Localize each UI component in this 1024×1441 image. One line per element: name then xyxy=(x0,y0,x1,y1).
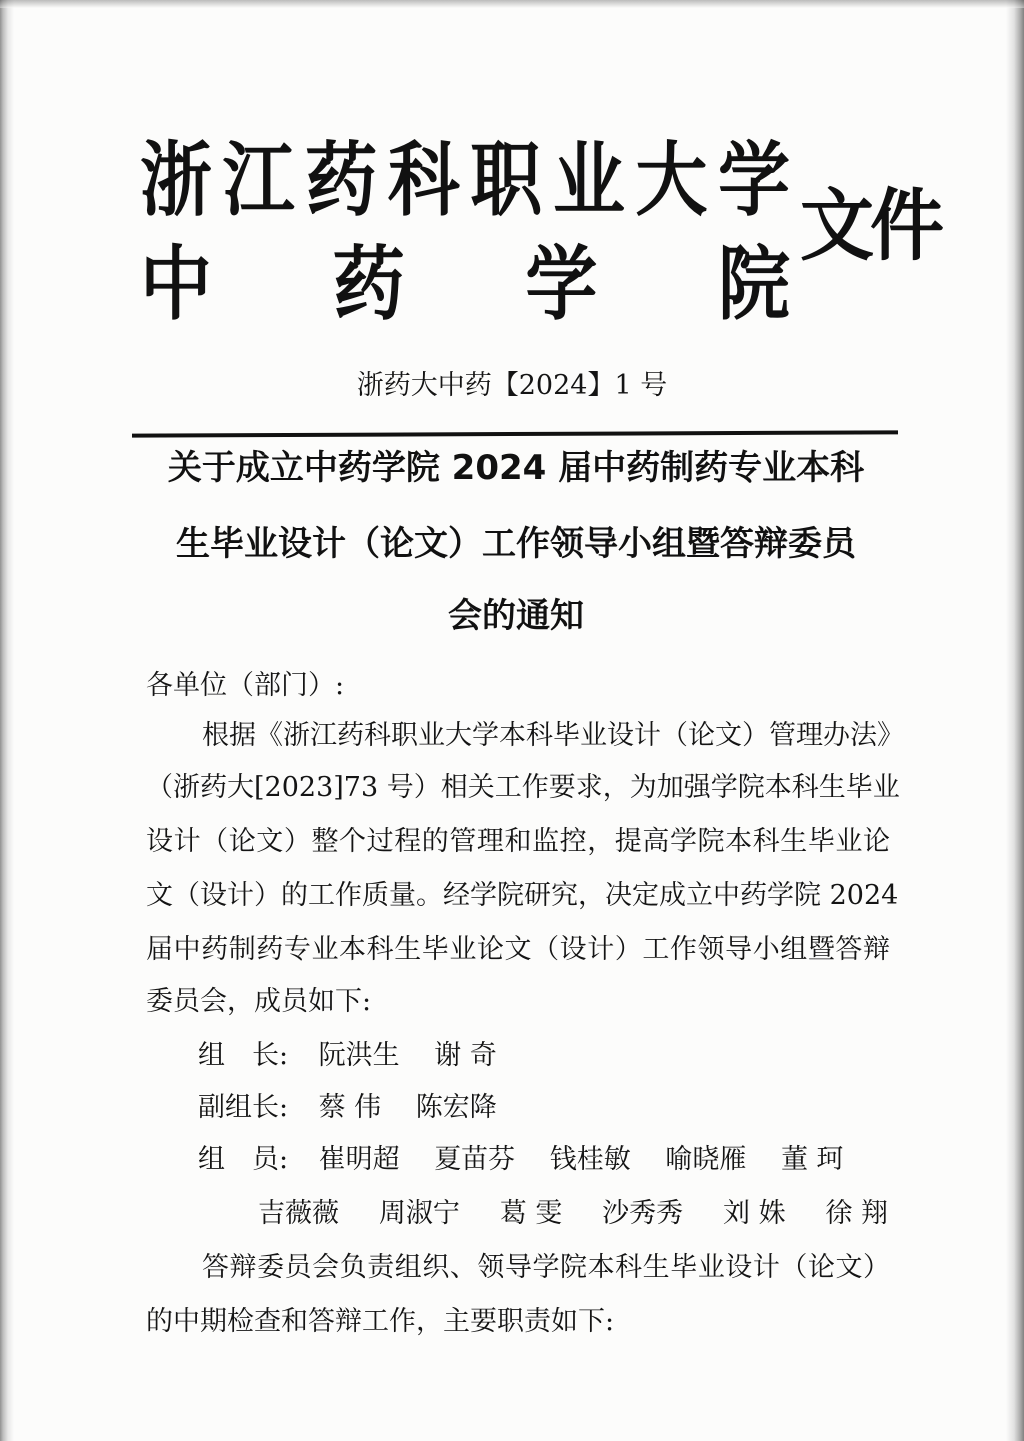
letterhead-char: 学 xyxy=(525,236,598,332)
salutation: 各单位（部门）: xyxy=(146,670,345,701)
member-name: 陈宏降 xyxy=(415,1092,497,1123)
title-line-1: 关于成立中药学院 2024 届中药制药专业本科 xyxy=(167,448,865,488)
header-divider xyxy=(132,430,898,437)
scan-edge-top xyxy=(0,0,1024,8)
letterhead-char: 药 xyxy=(305,132,378,228)
paragraph-line: 设计（论文）整个过程的管理和监控，提高学院本科生毕业论 xyxy=(146,826,890,857)
letterhead-char: 大 xyxy=(635,132,708,228)
letterhead-char: 药 xyxy=(332,236,405,332)
letterhead-char: 职 xyxy=(470,132,543,228)
letterhead-char: 科 xyxy=(387,132,460,228)
member-name: 钱桂敏 xyxy=(549,1144,631,1175)
member-name: 徐 翔 xyxy=(825,1198,888,1229)
paragraph-line: 的中期检查和答辩工作，主要职责如下: xyxy=(146,1306,615,1337)
paragraph-line: 届中药制药专业本科生毕业论文（设计）工作领导小组暨答辩 xyxy=(146,934,890,965)
member-name: 崔明超 xyxy=(318,1144,400,1175)
member-name: 阮洪生 xyxy=(318,1040,400,1071)
member-name: 沙秀秀 xyxy=(602,1198,684,1229)
members-row xyxy=(198,1142,870,1178)
paragraph-line: （浙药大[2023]73 号）相关工作要求，为加强学院本科生毕业 xyxy=(146,772,900,803)
letterhead-university xyxy=(140,132,790,228)
paragraph-line: 根据《浙江药科职业大学本科毕业设计（论文）管理办法》 xyxy=(202,720,904,751)
paragraph-line: 委员会，成员如下: xyxy=(146,986,372,1017)
deputies-row xyxy=(198,1090,523,1126)
leaders-label: 组 长: xyxy=(198,1040,289,1071)
letterhead-char: 浙 xyxy=(140,132,213,228)
letterhead-college xyxy=(140,236,790,332)
letterhead-char: 院 xyxy=(717,236,790,332)
member-name: 谢 奇 xyxy=(434,1040,497,1071)
member-name: 夏苗芬 xyxy=(434,1144,516,1175)
member-name: 蔡 伟 xyxy=(318,1092,382,1123)
members-row-continued xyxy=(258,1196,888,1232)
member-name: 董 珂 xyxy=(780,1144,844,1175)
document-number: 浙药大中药【2024】1 号 xyxy=(356,370,668,401)
letterhead-suffix: 文件 xyxy=(800,180,940,272)
title-line-2: 生毕业设计（论文）工作领导小组暨答辩委员 xyxy=(176,524,856,564)
member-name: 葛 雯 xyxy=(499,1198,563,1229)
paragraph-line: 文（设计）的工作质量。经学院研究，决定成立中药学院 2024 xyxy=(146,880,899,911)
member-name: 周淑宁 xyxy=(378,1198,460,1229)
title-line-3: 会的通知 xyxy=(448,596,584,636)
member-name: 喻晓雁 xyxy=(665,1144,747,1175)
member-name: 刘 姝 xyxy=(722,1198,786,1229)
letterhead-char: 业 xyxy=(552,132,625,228)
member-name: 吉薇薇 xyxy=(258,1198,339,1229)
letterhead-char: 江 xyxy=(222,132,295,228)
deputies-label: 副组长: xyxy=(198,1092,289,1123)
paragraph-line: 答辩委员会负责组织、领导学院本科生毕业设计（论文） xyxy=(202,1252,890,1283)
letterhead-char: 中 xyxy=(140,236,213,332)
scan-edge-right xyxy=(1006,0,1024,1441)
scan-edge-left xyxy=(0,0,14,1441)
letterhead-char: 学 xyxy=(717,132,790,228)
leaders-row xyxy=(198,1038,523,1074)
members-label: 组 员: xyxy=(198,1144,289,1175)
